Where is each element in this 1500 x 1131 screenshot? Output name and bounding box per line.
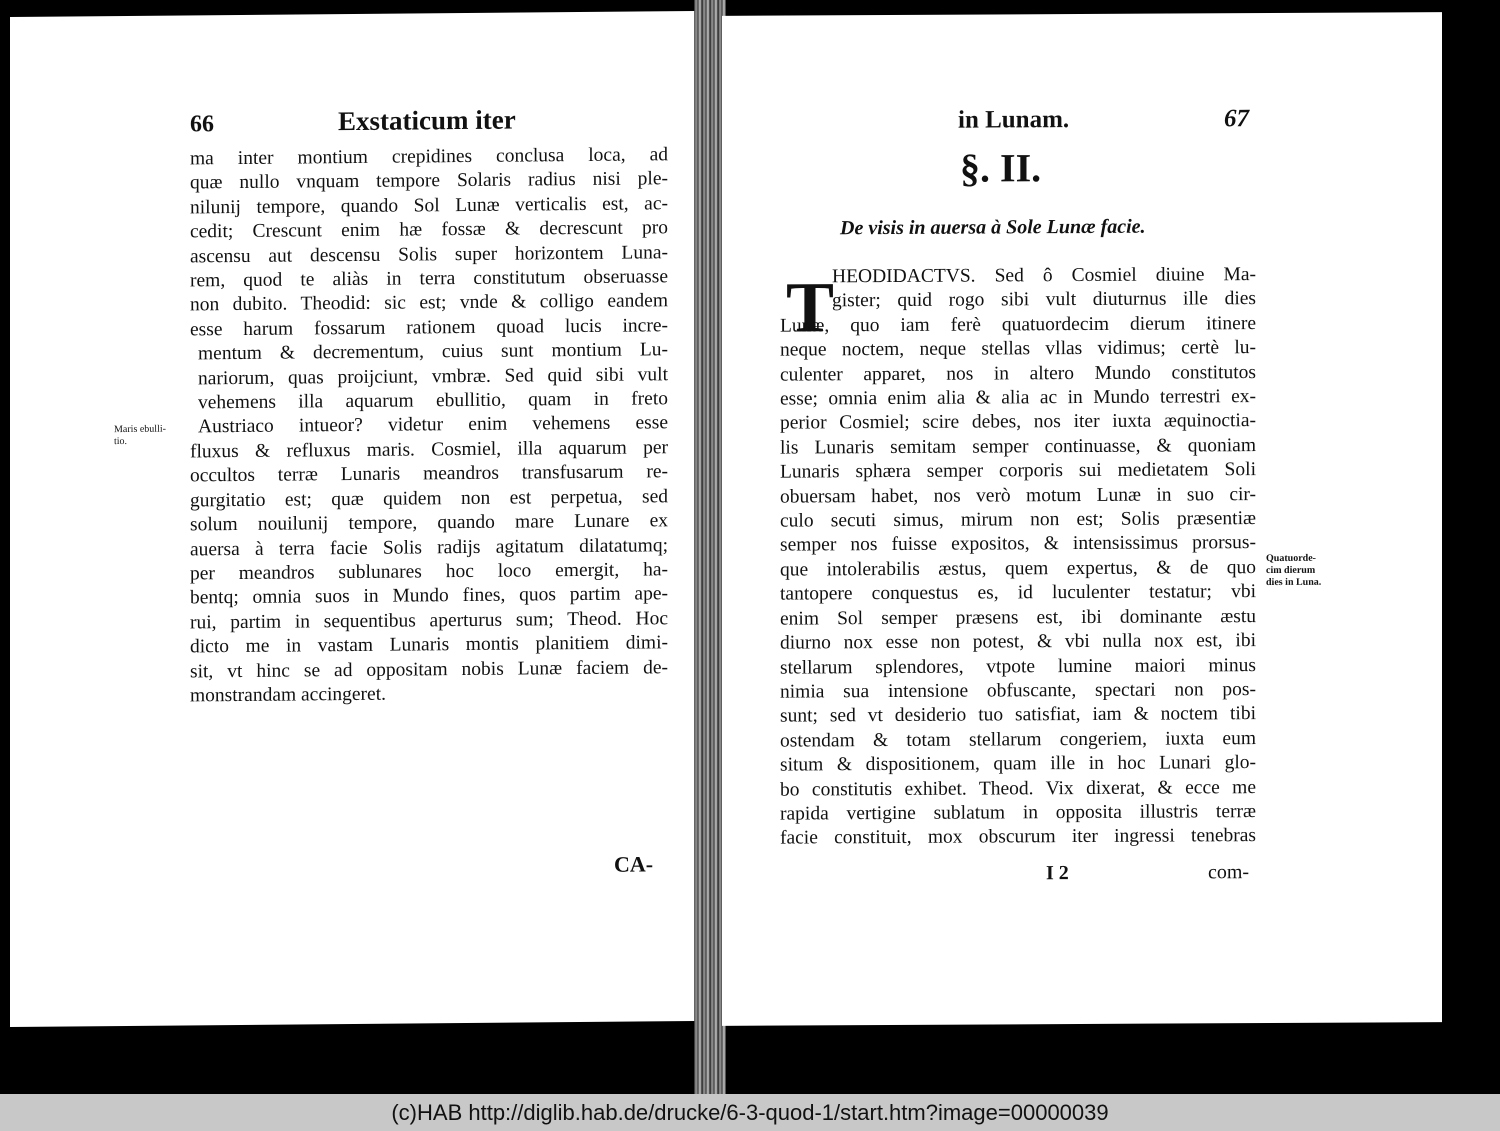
text-line: solum nouilunij tempore, quando mare Lunare ex <box>190 510 668 536</box>
left-page-number: 66 <box>190 111 214 138</box>
bleed-through-area <box>230 731 660 885</box>
text-line: culenter apparet, nos in altero Mundo constitutos <box>780 361 1256 386</box>
left-catchword: CA- <box>614 851 654 877</box>
text-line: esse; omnia enim alia & alia ac in Mundo terrestri ex- <box>780 386 1256 410</box>
text-line: enim Sol semper præsens est, ibi dominante æstu <box>780 605 1256 630</box>
signature-mark: I 2 <box>1046 862 1069 885</box>
right-page-number: 67 <box>1224 105 1249 133</box>
left-body-text <box>190 143 668 709</box>
text-line: situm & dispositionem, quam ille in hoc Lunari glo- <box>780 752 1256 776</box>
text-line: rapida vertigine sublatum in opposita illustris terræ <box>780 801 1256 825</box>
right-body-text <box>780 263 1256 851</box>
text-line: nariorum, quas proijciunt, vmbræ. Sed quid sibi vult <box>198 363 668 390</box>
text-line: HEODIDACTVS. Sed ô Cosmiel diuine Ma- <box>832 264 1256 288</box>
text-line: tantopere conquestus es, id luculenter testatur; vbi <box>780 581 1256 605</box>
left-page <box>10 11 695 1027</box>
text-line: dicto me in vastam Lunaris montis planitiem dimi- <box>190 632 668 658</box>
credit-text: (c)HAB http://diglib.hab.de/drucke/6-3-quod-1/start.htm?image=00000039 <box>391 1099 1109 1125</box>
text-line: neque noctem, neque stellas vllas vidimus; certè lu- <box>780 337 1256 361</box>
text-line: nimia sua intensione obfuscante, spectari non pos- <box>780 678 1256 703</box>
text-line: rui, partim in sequentibus aperturus sum; Theod. Hoc <box>190 607 668 634</box>
text-line: sit, vt hinc se ad oppositam nobis Lunæ faciem de- <box>190 656 668 682</box>
text-line: nilunij tempore, quando Sol Lunæ verticalis est, ac- <box>190 193 668 219</box>
margin-note-line: cim dierum <box>1266 564 1316 577</box>
text-line: gister; quid rogo sibi vult diuturnus ille dies <box>832 288 1256 312</box>
credit-bar <box>0 1094 1500 1131</box>
text-line: fluxus & refluxus maris. Cosmiel, illa aquarum per <box>190 437 668 463</box>
margin-note-line: Maris ebulli- <box>114 423 166 436</box>
text-line: bentq; omnia suos in Mundo fines, quos partim ape- <box>190 583 668 609</box>
text-line: per meandros sublunares hoc loco emergit, ha- <box>190 559 668 585</box>
text-line: cedit; Crescunt enim hæ fossæ & decrescunt pro <box>190 217 668 243</box>
text-line: lis Lunaris semitam semper continuasse, & quoniam <box>780 434 1256 459</box>
text-line: monstrandam accingeret. <box>190 683 386 707</box>
text-line: bo constitutis exhibet. Theod. Vix dixerat, & ecce me <box>780 776 1256 801</box>
text-line: Austriaco intueor? videtur enim vehemens esse <box>198 412 668 438</box>
text-line: esse harum fossarum rationem quoad lucis incre- <box>190 315 668 341</box>
text-line: rem, quod te aliàs in terra constitutum obseruasse <box>190 266 668 292</box>
section-heading: §. II. <box>960 145 1042 191</box>
text-line: diurno nox esse non potest, & vbi nulla nox est, ibi <box>780 630 1256 654</box>
text-line: obuersam habet, nos verò motum Lunæ in suo cir- <box>780 483 1256 508</box>
right-running-head: in Lunam. <box>958 106 1070 134</box>
margin-note-line: Quatuorde- <box>1266 552 1316 565</box>
right-page <box>722 12 1442 1026</box>
margin-note-line: tio. <box>114 435 128 448</box>
text-line: stellarum splendores, vtpote lumine maiori minus <box>780 654 1256 679</box>
text-line: quæ nullo vnquam tempore Solaris radius nisi ple- <box>190 168 668 194</box>
text-line: que intolerabilis æstus, quem expertus, & de quo <box>780 556 1256 581</box>
text-line: occultos terræ Lunaris meandros transfusarum re- <box>190 461 668 487</box>
left-running-head: Exstaticum iter <box>338 104 516 137</box>
text-line: facie constituit, mox obscurum iter ingressi tenebras <box>780 825 1256 849</box>
right-catchword: com- <box>1208 861 1250 884</box>
text-line: sunt; sed vt desiderio tuo satisfiat, iam & noctem tibi <box>780 703 1256 727</box>
margin-note-line: dies in Luna. <box>1266 576 1322 589</box>
text-line: ascensu aut descensu Solis super horizontem Luna- <box>190 241 668 268</box>
section-subtitle: De visis in auersa à Sole Lunæ facie. <box>840 215 1146 240</box>
text-line: perior Cosmiel; scire debes, nos iter iuxta æquinoctia- <box>780 410 1256 435</box>
text-line: Lunæ, quo iam ferè quatuordecim dierum itinere <box>780 312 1256 337</box>
left-margin-note <box>114 424 166 448</box>
text-line: ostendam & totam stellarum congeriem, iuxta eum <box>780 727 1256 752</box>
text-line: Lunaris sphæra semper corporis sui medietatem Soli <box>780 459 1256 483</box>
text-line: auersa à terra facie Solis radijs agitatum dilatatumq; <box>190 534 668 560</box>
text-line: culo secuti simus, mirum non est; Solis præsentiæ <box>780 508 1256 532</box>
drop-cap: T <box>786 267 835 348</box>
text-line: vehemens illa aquarum ebullitio, quam in freto <box>198 388 668 414</box>
right-margin-note <box>1266 553 1321 589</box>
text-line: gurgitatio est; quæ quidem non est perpetua, sed <box>190 485 668 512</box>
text-line: mentum & decrementum, cuius sunt montium Lu- <box>198 339 668 365</box>
scan-edge <box>1442 0 1500 1094</box>
text-line: ma inter montium crepidines conclusa loca, ad <box>190 144 668 170</box>
text-line: non dubito. Theodid: sic est; vnde & colligo eandem <box>190 290 668 316</box>
text-line: semper nos fuisse expositos, & intensissimus prorsus- <box>780 532 1256 557</box>
